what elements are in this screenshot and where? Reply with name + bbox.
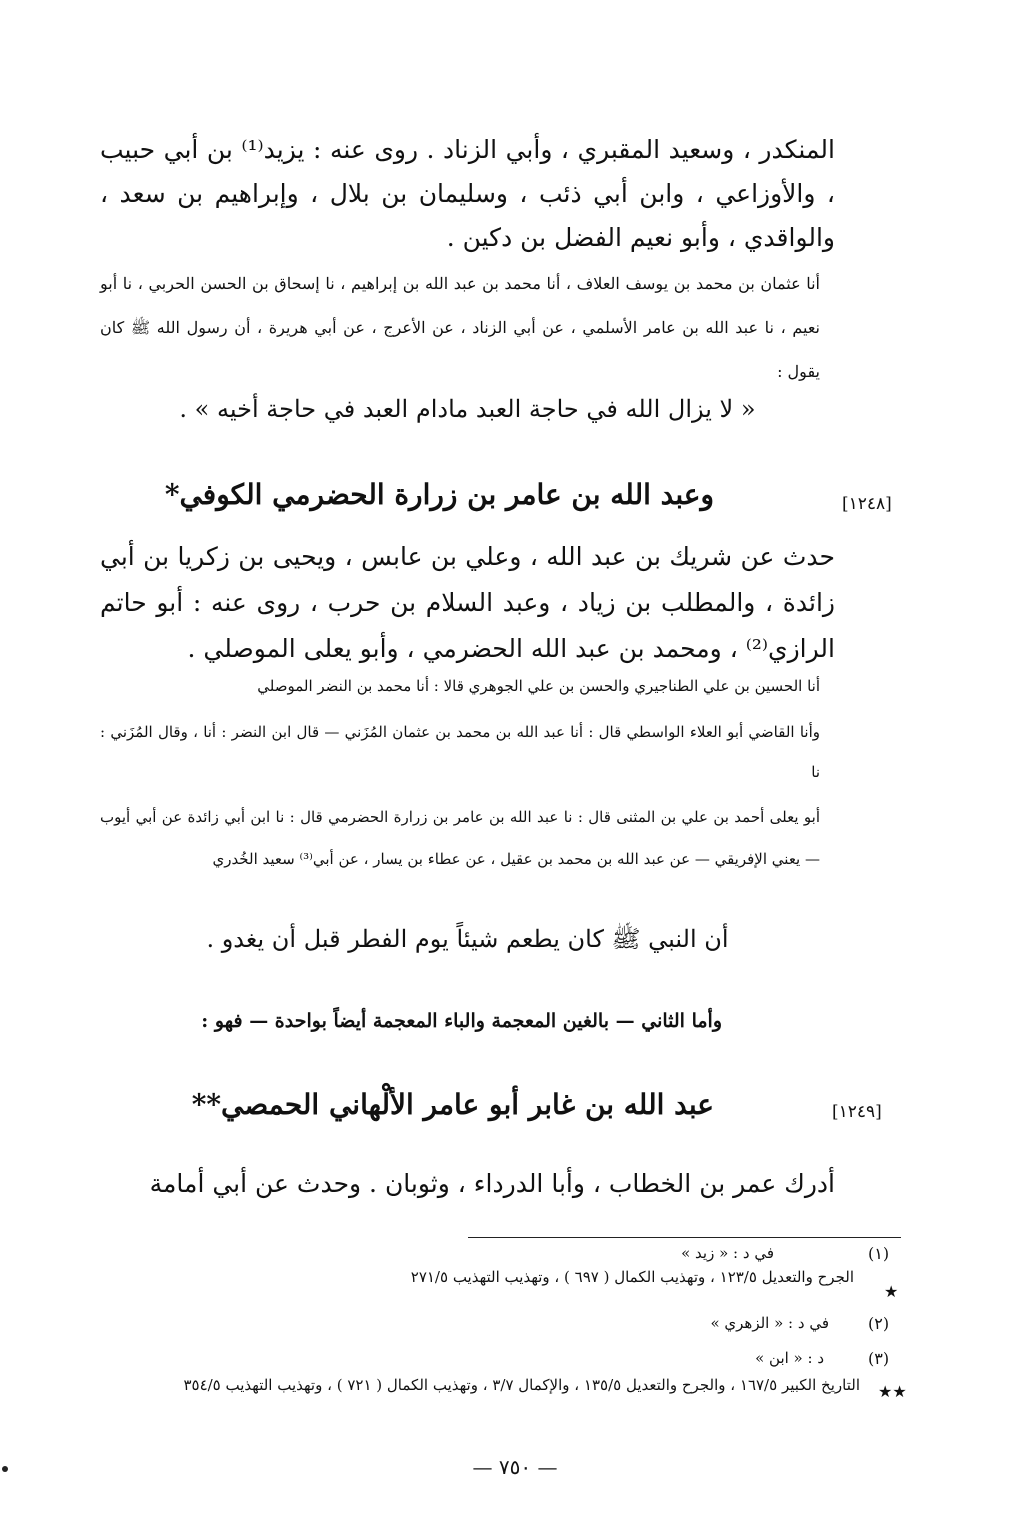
entry-biography: حدث عن شريك بن عبد الله ، وعلي بن عابس ، ويحيى بن زكريا بن أبي زائدة ، والمطلب بن زياد ، وعبد السلام بن حرب ، روى عنه : أبو حاتم الرازي⁽²⁾ ، ومحمد بن عبد الله الحضرمي ، وأبو يعلى الموصلي . [100, 542, 835, 663]
footnote-mark: (١) [868, 1244, 890, 1263]
footnote-text: في د : « الزهري » [710, 1314, 829, 1332]
biography-paragraph-continued: المنكدر ، وسعيد المقبري ، وأبي الزناد . روى عنه : يزيد⁽¹⁾ بن أبي حبيب ، والأوزاعي ، وابن أبي ذئب ، وسليمان بن بلال ، وإبراهيم بن سعد ، والواقدي ، وأبو نعيم الفضل بن دكين . [100, 135, 835, 252]
isnad-paragraph: أنا عثمان بن محمد بن يوسف العلاف ، أنا محمد بن عبد الله بن إبراهيم ، نا إسحاق بن الحسن الحربي ، نا أبو نعيم ، نا عبد الله بن عامر الأسلمي ، عن أبي الزناد ، عن الأعرج ، عن أبي هريرة ، أن رسول الله ﷺ كان يقول : [100, 274, 820, 381]
footnote-text: الجرح والتعديل ١٢٣/٥ ، وتهذيب الكمال ( ٦٩٧ ) ، وتهذيب التهذيب ٢٧١/٥ [410, 1268, 854, 1286]
footnote-mark: (٣) [868, 1349, 890, 1368]
footnote-mark: ★★ [878, 1382, 907, 1401]
entry-hadith: أن النبي ﷺ كان يطعم شيئاً يوم الفطر قبل أن يغدو . [206, 925, 729, 953]
footnote-separator [468, 1237, 901, 1238]
entry-number: [١٢٤٩] [832, 1102, 882, 1122]
entry-number: [١٢٤٨] [842, 494, 892, 514]
margin-dot [2, 1466, 8, 1472]
isnad-line-b: وأنا القاضي أبو العلاء الواسطي قال : أنا عبد الله بن محمد بن عثمان المُزَني — قال ابن النضر : أنا ، وقال المُزَني : نا [100, 723, 820, 781]
isnad-line-c: أبو يعلى أحمد بن علي بن المثنى قال : نا عبد الله بن عامر بن زرارة الحضرمي قال : نا ابن أبي زائدة عن أبي أيوب — يعني الإفريقي — عن عبد الله بن محمد بن عقيل ، عن عطاء بن يسار ، عن أبي⁽³⁾ سعيد الخُدري [100, 808, 820, 868]
hadith-text: « لا يزال الله في حاجة العبد مادام العبد في حاجة أخيه » . [179, 395, 756, 423]
entry-heading: وعبد الله بن عامر بن زرارة الحضرمي الكوفي* [164, 478, 714, 511]
entry-heading: عبد الله بن غابر أبو عامر الألْهاني الحمصي** [191, 1088, 714, 1121]
page-number: — ٧٥٠ — [472, 1455, 558, 1479]
footnote-mark: (٢) [868, 1314, 890, 1333]
footnote-text: التاريخ الكبير ١٦٧/٥ ، والجرح والتعديل ١٣٥/٥ ، والإكمال ٣/٧ ، وتهذيب الكمال ( ٧٢١ ) ، وتهذيب التهذيب ٣٥٤/٥ [183, 1376, 860, 1394]
footnote-mark: ★ [884, 1282, 899, 1301]
footnote-text: في د : « زيد » [681, 1244, 774, 1262]
footnote-text: د : « ابن » [755, 1349, 824, 1367]
isnad-line-a: أنا الحسين بن علي الطناجيري والحسن بن علي الجوهري قالا : أنا محمد بن النضر الموصلي [257, 677, 820, 695]
entry-biography: أدرك عمر بن الخطاب ، وأبا الدرداء ، وثوبان . وحدث عن أبي أمامة [149, 1169, 835, 1198]
section-note: وأما الثاني — بالغين المعجمة والباء المعجمة أيضاً بواحدة — فهو : [201, 1010, 722, 1032]
